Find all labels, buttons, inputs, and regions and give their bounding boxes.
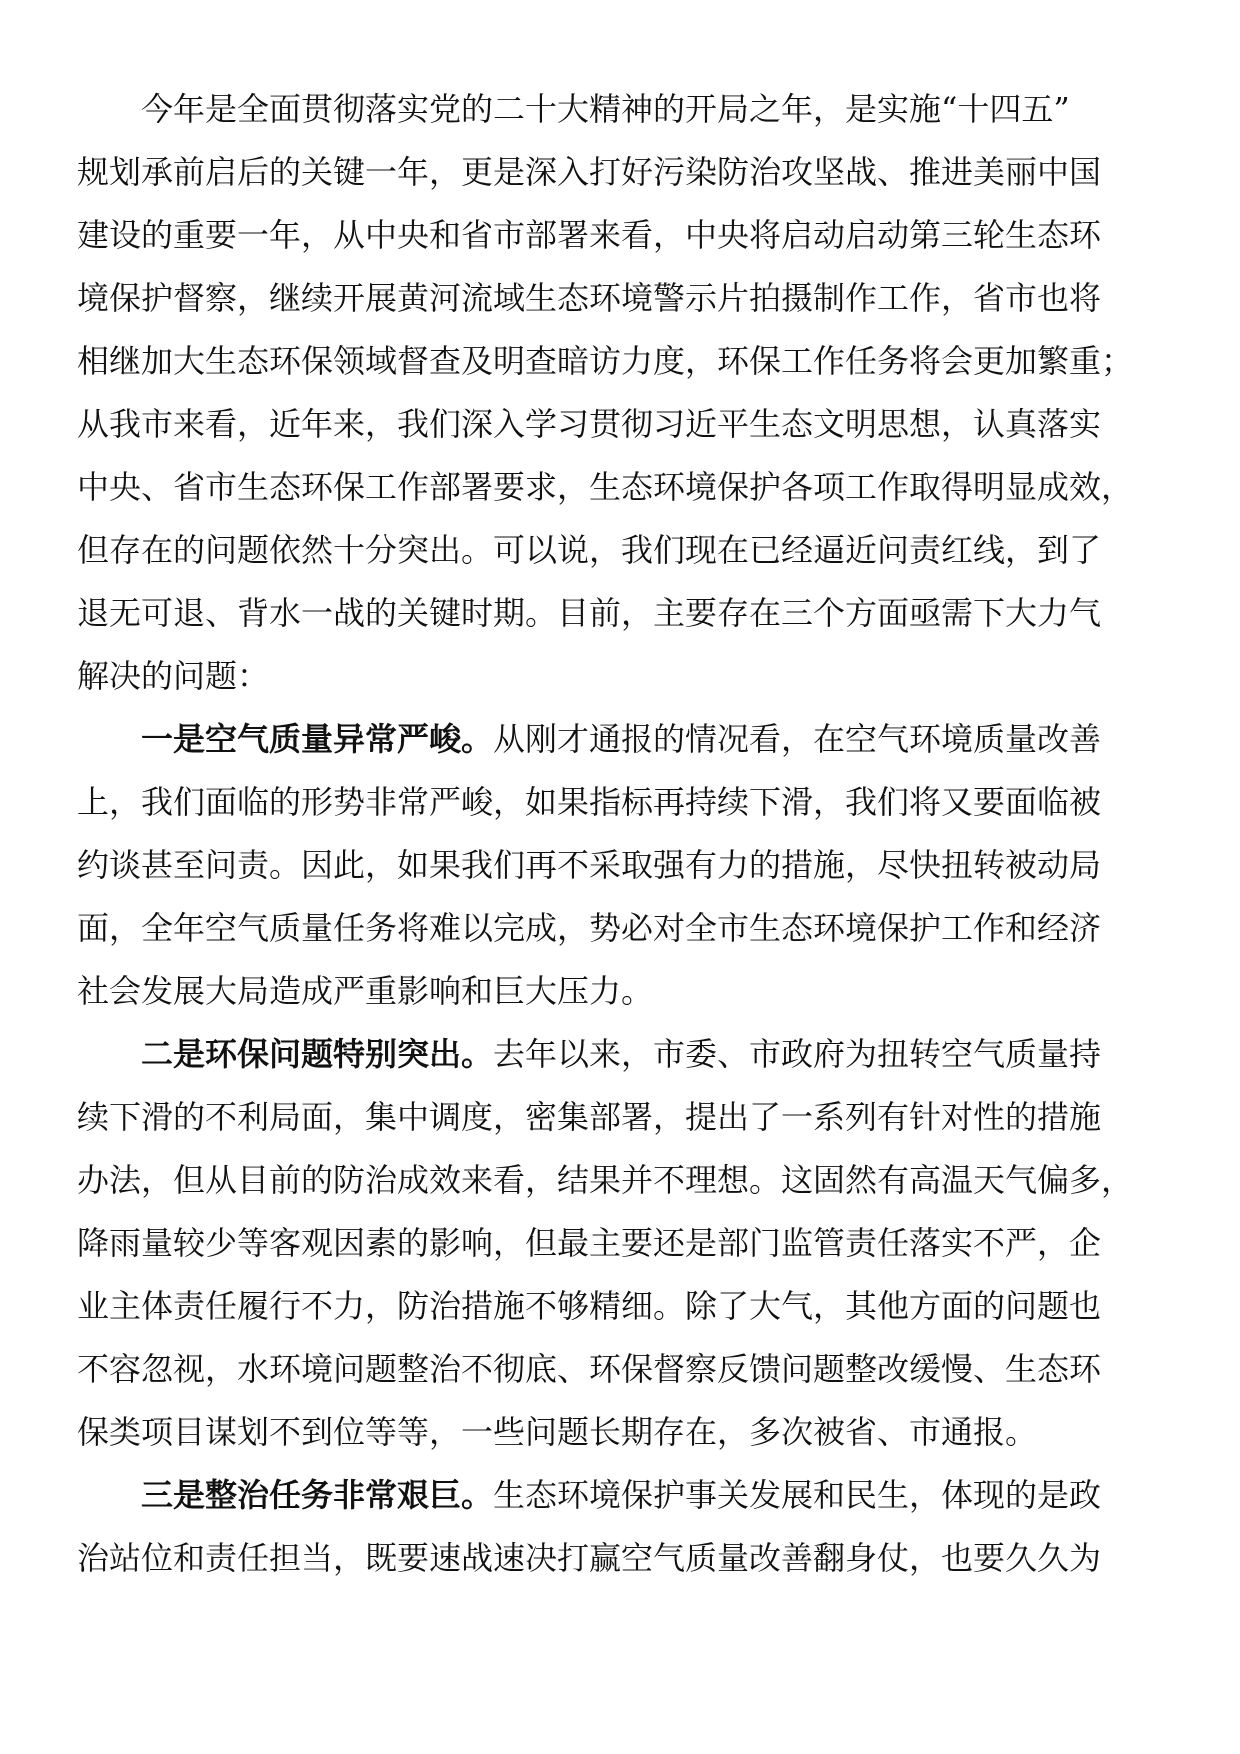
text-line: 办法，但从目前的防治成效来看，结果并不理想。这固然有高温天气偏多， (77, 1161, 1134, 1199)
text-line: 保类项目谋划不到位等等，一些问题长期存在，多次被省、市通报。 (77, 1413, 1038, 1451)
point-2-paragraph (77, 1023, 1163, 1464)
point-3-paragraph (77, 1464, 1163, 1590)
point-3-heading: 三是整治任务非常艰巨。 (141, 1476, 494, 1514)
intro-paragraph (77, 78, 1163, 708)
document-body (77, 78, 1163, 1590)
point-3-first-line-text: 生态环境保护事关发展和民生，体现的是政 (493, 1476, 1102, 1514)
text-line: 今年是全面贯彻落实党的二十大精神的开局之年，是实施“十四五” (141, 90, 1070, 128)
point-2-first-line-text: 去年以来，市委、市政府为扭转空气质量持 (493, 1035, 1102, 1073)
text-line: 社会发展大局造成严重影响和巨大压力。 (77, 972, 654, 1010)
text-line: 面，全年空气质量任务将难以完成，势必对全市生态环境保护工作和经济 (77, 909, 1102, 947)
text-line: 相继加大生态环保领域督查及明查暗访力度，环保工作任务将会更加繁重； (77, 342, 1134, 380)
text-line (77, 1023, 1163, 1086)
point-2-heading: 二是环保问题特别突出。 (141, 1035, 494, 1073)
text-line: 规划承前启后的关键一年，更是深入打好污染防治攻坚战、推进美丽中国 (77, 153, 1102, 191)
text-line (77, 1464, 1163, 1527)
text-line: 业主体责任履行不力，防治措施不够精细。除了大气，其他方面的问题也 (77, 1287, 1102, 1325)
text-line: 境保护督察，继续开展黄河流域生态环境警示片拍摄制作工作，省市也将 (77, 279, 1102, 317)
text-line: 从我市来看，近年来，我们深入学习贯彻习近平生态文明思想，认真落实 (77, 405, 1102, 443)
text-line (77, 708, 1163, 771)
text-line: 不容忽视，水环境问题整治不彻底、环保督察反馈问题整改缓慢、生态环 (77, 1350, 1102, 1388)
text-line: 治站位和责任担当，既要速战速决打赢空气质量改善翻身仗，也要久久为 (77, 1539, 1102, 1577)
text-line: 但存在的问题依然十分突出。可以说，我们现在已经逼近问责红线，到了 (77, 531, 1102, 569)
point-1-first-line-text: 从刚才通报的情况看，在空气环境质量改善 (493, 720, 1102, 758)
text-line: 约谈甚至问责。因此，如果我们再不采取强有力的措施，尽快扭转被动局 (77, 846, 1102, 884)
text-line: 建设的重要一年，从中央和省市部署来看，中央将启动启动第三轮生态环 (77, 216, 1102, 254)
point-1-paragraph (77, 708, 1163, 1023)
text-line: 中央、省市生态环保工作部署要求，生态环境保护各项工作取得明显成效， (77, 468, 1134, 506)
text-line: 降雨量较少等客观因素的影响，但最主要还是部门监管责任落实不严，企 (77, 1224, 1102, 1262)
text-line: 上，我们面临的形势非常严峻，如果指标再持续下滑，我们将又要面临被 (77, 783, 1102, 821)
point-1-heading: 一是空气质量异常严峻。 (141, 720, 494, 758)
text-line: 退无可退、背水一战的关键时期。目前，主要存在三个方面亟需下大力气 (77, 594, 1102, 632)
text-line: 续下滑的不利局面，集中调度，密集部署，提出了一系列有针对性的措施 (77, 1098, 1102, 1136)
text-line: 解决的问题： (77, 657, 270, 695)
